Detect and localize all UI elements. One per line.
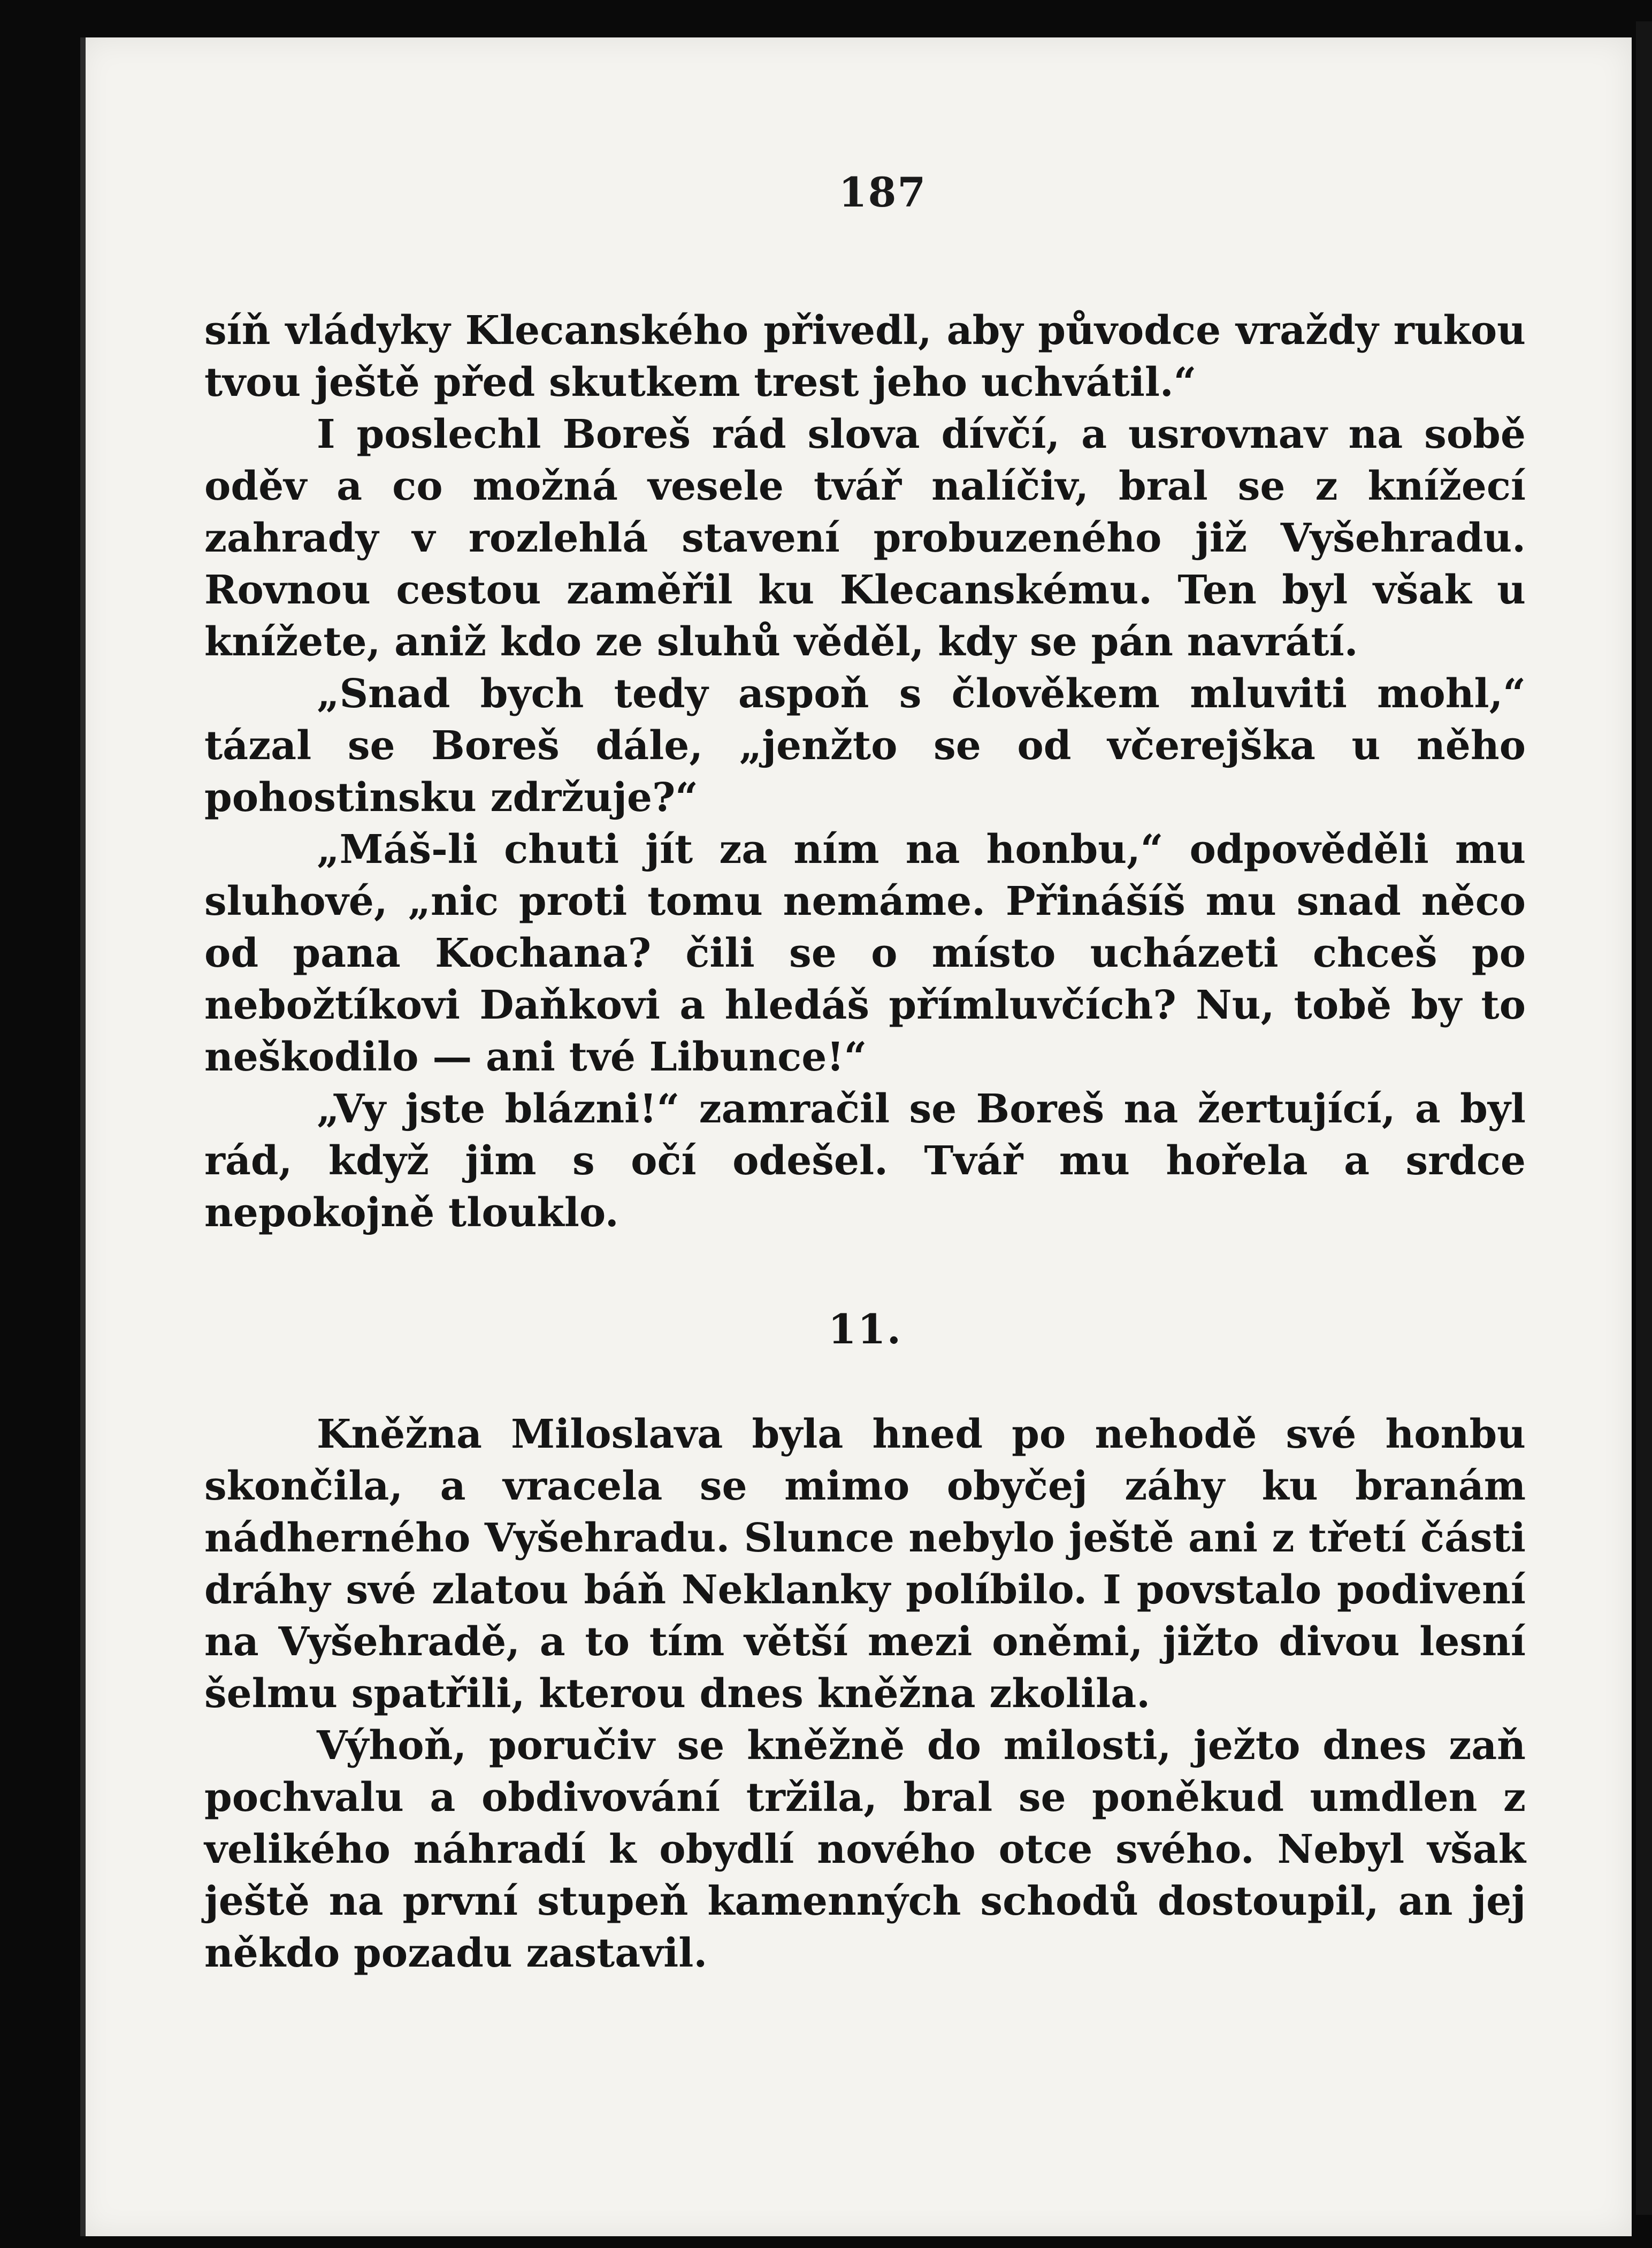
paragraph: „Snad bych tedy aspoň s člověkem mluviti mohl,“ tázal se Boreš dále, „jenžto se od včerejška u něho pohostinsku zdržuje?“ bbox=[204, 671, 1526, 821]
page-left-border bbox=[80, 37, 86, 2236]
paragraph: I poslechl Boreš rád slova dívčí, a usrovnav na sobě oděv a co možná vesele tvář nalíčiv, bral se z knížecí zahrady v rozlehlá stavení probuzeného již Vyšehradu. Rovnou cestou zaměřil ku Klecanskému. Ten byl však u knížete, aniž kdo ze sluhů věděl, kdy se pán navrátí. bbox=[204, 411, 1526, 665]
paragraph: síň vládyky Klecanského přivedl, aby původce vraždy rukou tvou ještě před skutkem trest jeho uchvátil.“ bbox=[204, 308, 1526, 406]
page-number: 187 bbox=[838, 169, 927, 216]
paragraph: „Máš-li chuti jít za ním na honbu,“ odpověděli mu sluhové, „nic proti tomu nemáme. Přinášíš mu snad něco od pana Kochana? čili se o místo ucházeti chceš po nebožtíkovi Daňkovi a hledáš přímluvčích? Nu, tobě by to neškodilo — ani tvé Libunce!“ bbox=[204, 827, 1526, 1080]
chapter-heading: 11. bbox=[828, 1305, 903, 1353]
paragraph: Výhoň, poručiv se kněžně do milosti, ježto dnes zaň pochvalu a obdivování tržila, bral se poněkud umdlen z velikého náhradí k obydlí nového otce svého. Nebyl však ještě na první stupeň kamenných schodů dostoupil, an jej někdo pozadu zastavil. bbox=[204, 1723, 1526, 1976]
book-page bbox=[80, 37, 1632, 2236]
paragraph: Kněžna Miloslava byla hned po nehodě své honbu skončila, a vracela se mimo obyčej záhy ku branám nádherného Vyšehradu. Slunce nebylo ještě ani z třetí části dráhy své zlatou báň Neklanky políbilo. I povstalo podivení na Vyšehradě, a to tím větší mezi oněmi, jižto divou lesní šelmu spatřili, kterou dnes kněžna zkolila. bbox=[204, 1411, 1526, 1717]
page-body bbox=[204, 305, 1526, 1979]
paragraph: „Vy jste blázni!“ zamračil se Boreš na žertující, a byl rád, když jim s očí odešel. Tvář mu hořela a srdce nepokojně tlouklo. bbox=[204, 1086, 1526, 1236]
page-right-shadow bbox=[1636, 21, 1652, 2215]
